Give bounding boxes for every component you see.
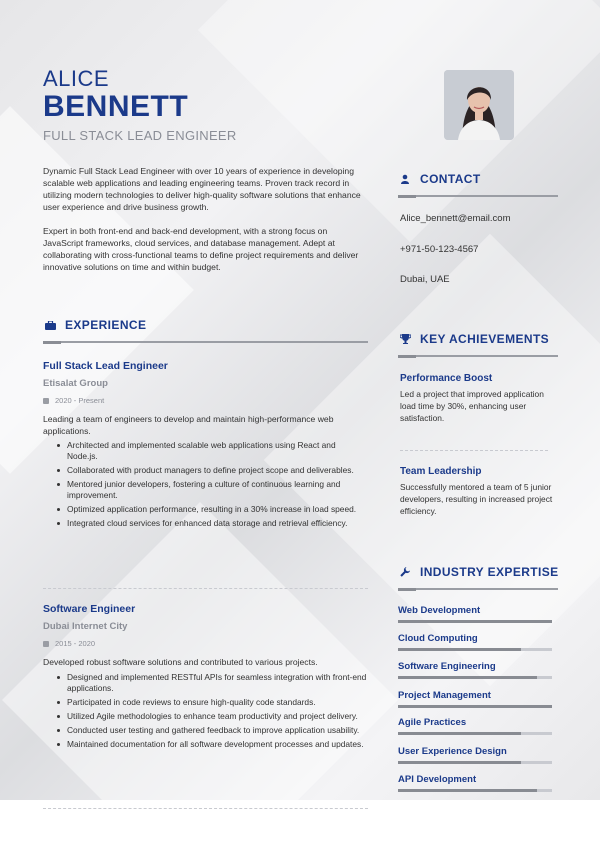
achievement-item — [400, 466, 555, 517]
job-title: FULL STACK LEAD ENGINEER — [43, 128, 237, 143]
job-dates — [43, 639, 368, 648]
skill-item — [398, 774, 558, 792]
contact-rule — [398, 195, 558, 197]
list-item: Optimized application performance, resulting in a 30% increase in load speed. — [57, 504, 368, 515]
skill-name: Web Development — [398, 605, 481, 616]
job-description: Developed robust software solutions and contributed to various projects. — [43, 657, 318, 667]
skill-bar — [398, 648, 552, 651]
achievement-title: Team Leadership — [400, 466, 482, 477]
skill-name: Software Engineering — [398, 661, 496, 672]
achievements-heading — [398, 332, 549, 346]
job-description: Leading a team of engineers to develop and maintain high-performance web applications. — [43, 414, 334, 436]
expertise-rule — [398, 588, 558, 590]
job-company: Etisalat Group — [43, 378, 108, 389]
job-bullets — [57, 672, 368, 750]
skill-bar-fill — [398, 676, 537, 679]
skill-bar-fill — [398, 705, 552, 708]
skill-name: Agile Practices — [398, 717, 467, 728]
calendar-icon — [43, 641, 49, 647]
trophy-icon — [398, 333, 412, 345]
achievements-rule — [398, 355, 558, 357]
experience-heading-label: EXPERIENCE — [65, 318, 147, 332]
achievement-item — [400, 373, 555, 424]
job-company: Dubai Internet City — [43, 621, 128, 632]
job-dates — [43, 396, 368, 405]
list-item: Mentored junior developers, fostering a culture of continuous learning and improvement. — [57, 479, 368, 501]
achievements-heading-label: KEY ACHIEVEMENTS — [420, 332, 550, 346]
contact-location: Dubai, UAE — [400, 274, 450, 285]
job-dates-label: 2015 - 2020 — [55, 639, 96, 648]
achievement-divider — [400, 450, 548, 451]
wrench-icon — [398, 566, 412, 578]
profile-photo — [444, 70, 514, 140]
skill-name: Project Management — [398, 690, 491, 701]
user-icon — [398, 173, 412, 185]
skill-name: API Development — [398, 774, 477, 785]
first-name: ALICE — [43, 66, 110, 91]
section-divider — [43, 808, 368, 809]
skill-bar — [398, 732, 552, 735]
skill-bar — [398, 676, 552, 679]
expertise-heading — [398, 565, 559, 579]
skill-bar-fill — [398, 789, 537, 792]
summary — [43, 165, 363, 273]
job-entry — [43, 360, 368, 529]
expertise-heading-label: INDUSTRY EXPERTISE — [420, 565, 559, 579]
job-role: Software Engineer — [43, 603, 136, 615]
skill-bar-fill — [398, 732, 521, 735]
skill-bar-fill — [398, 620, 552, 623]
skill-item — [398, 633, 558, 651]
achievement-title: Performance Boost — [400, 373, 493, 384]
skill-item — [398, 746, 558, 764]
skill-bar-fill — [398, 648, 521, 651]
contact-email[interactable]: Alice_bennett@email.com — [400, 213, 511, 224]
contact-heading-label: CONTACT — [420, 172, 481, 186]
skill-bar — [398, 620, 552, 623]
list-item: Conducted user testing and gathered feedback to improve application usability. — [57, 725, 368, 736]
job-dates-label: 2020 - Present — [55, 396, 105, 405]
briefcase-icon — [43, 319, 57, 331]
list-item: Architected and implemented scalable web applications using React and Node.js. — [57, 440, 368, 462]
skill-name: User Experience Design — [398, 746, 507, 757]
job-entry — [43, 603, 368, 750]
achievement-text: Led a project that improved application load time by 30%, enhancing user satisfaction. — [400, 389, 544, 423]
last-name: BENNETT — [43, 90, 189, 123]
experience-rule — [43, 341, 368, 343]
skill-name: Cloud Computing — [398, 633, 478, 644]
job-role: Full Stack Lead Engineer — [43, 360, 168, 372]
list-item: Collaborated with product managers to define project scope and deliverables. — [57, 465, 368, 476]
contact-phone[interactable]: +971-50-123-4567 — [400, 244, 479, 255]
skill-item — [398, 605, 558, 623]
experience-heading — [43, 318, 146, 332]
list-item: Designed and implemented RESTful APIs for seamless integration with front-end applications. — [57, 672, 368, 694]
list-item: Participated in code reviews to ensure high-quality code standards. — [57, 697, 368, 708]
contact-heading — [398, 172, 481, 186]
skill-bar — [398, 761, 552, 764]
skill-bar-fill — [398, 761, 521, 764]
list-item: Utilized Agile methodologies to enhance team productivity and project delivery. — [57, 711, 368, 722]
list-item: Integrated cloud services for enhanced data storage and retrieval efficiency. — [57, 518, 368, 529]
skill-item — [398, 661, 558, 679]
section-divider — [43, 588, 368, 589]
job-bullets — [57, 440, 368, 529]
skill-bar — [398, 789, 552, 792]
achievement-text: Successfully mentored a team of 5 junior developers, resulting in increased project efficiency. — [400, 482, 553, 516]
skill-item — [398, 717, 558, 735]
skill-item — [398, 690, 558, 708]
summary-paragraph: Expert in both front-end and back-end development, with a strong focus on JavaScript frameworks, cloud services, and database management. Adept at collaborating with cross-functional teams to define project requirements and deliver innovative solutions on time and within budget. — [43, 226, 359, 272]
summary-paragraph: Dynamic Full Stack Lead Engineer with over 10 years of experience in developing scalable web applications and leading engineering teams. Proven track record in utilizing modern technologies to deliver high-quality software solutions that enhance user experience and drive business growth. — [43, 166, 361, 212]
skill-bar — [398, 705, 552, 708]
calendar-icon — [43, 398, 49, 404]
list-item: Maintained documentation for all software development processes and updates. — [57, 739, 368, 750]
